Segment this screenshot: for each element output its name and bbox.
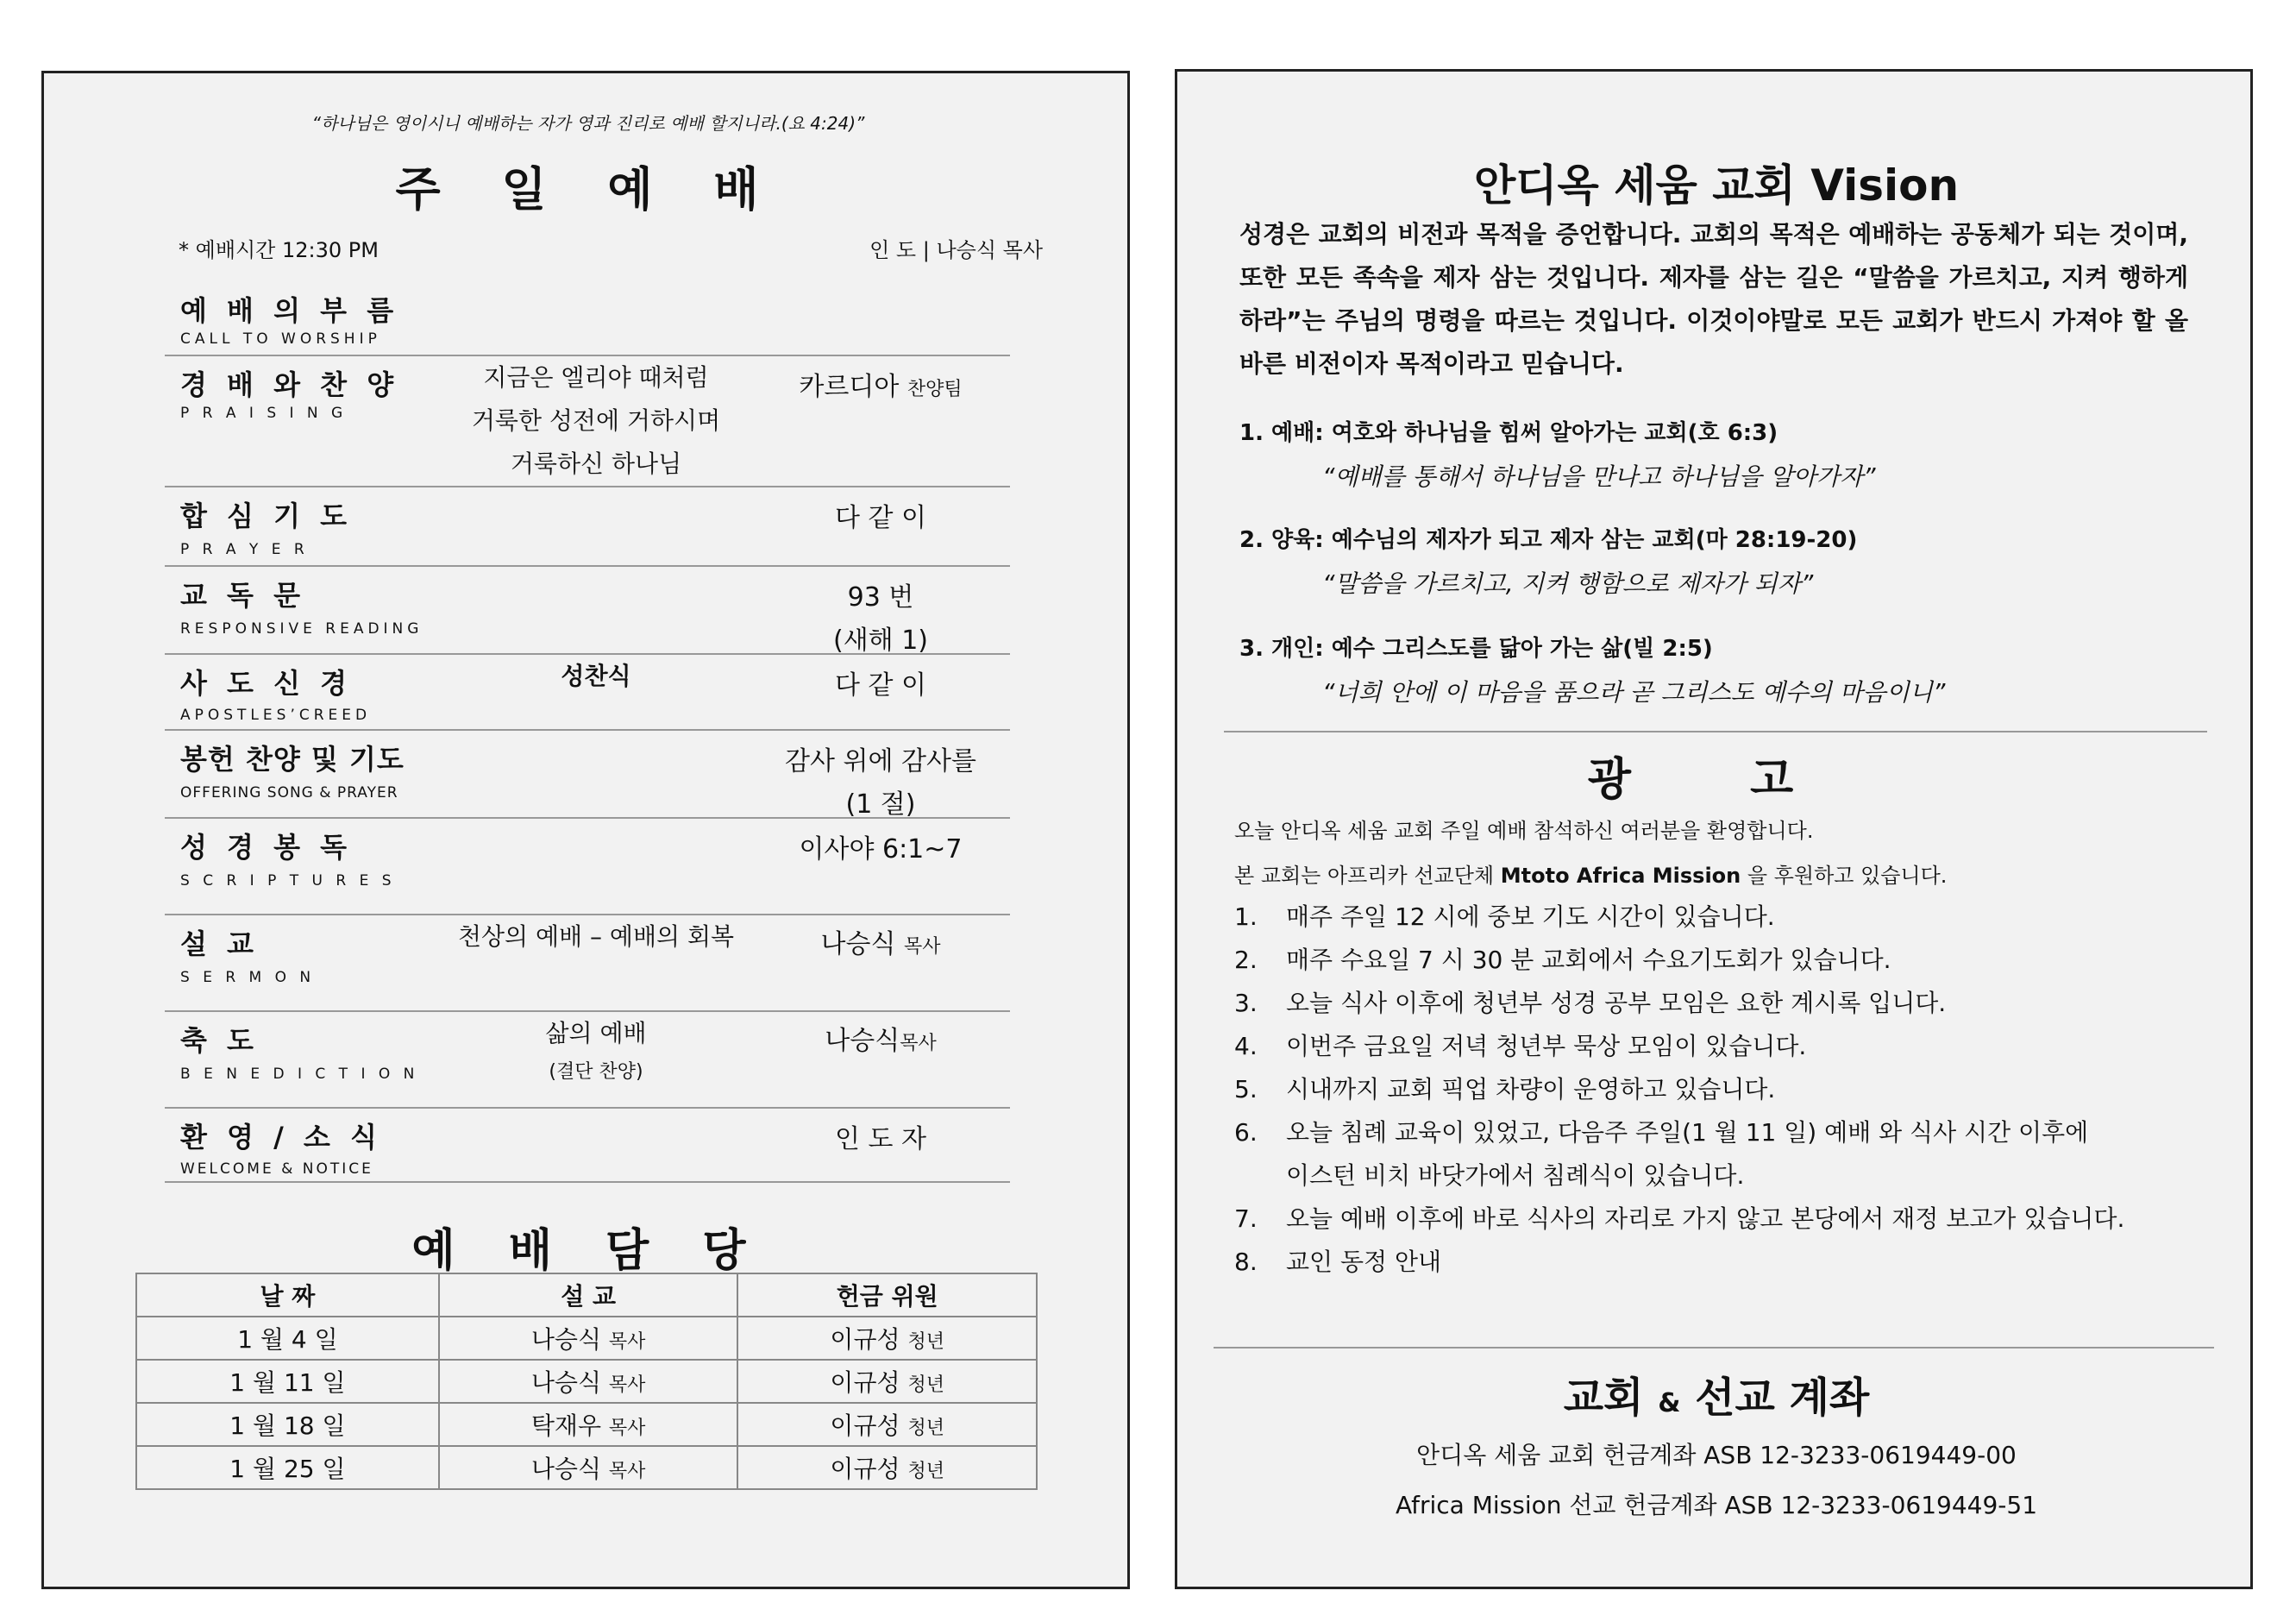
order-content (449, 1012, 743, 1090)
preacher-name: 나승식 (530, 1325, 601, 1354)
list-item-number: 1. (1234, 902, 1258, 931)
section-divider (1214, 1347, 2214, 1349)
list-item-number: 8. (1234, 1248, 1258, 1276)
duty-offering (737, 1360, 1037, 1403)
table-row (136, 1317, 1037, 1360)
order-presenter: 감사 위에 감사를 (785, 746, 976, 776)
duty-preacher (439, 1403, 738, 1446)
presenter-role: 목사 (900, 1033, 937, 1054)
preacher-name: 나승식 (530, 1368, 601, 1397)
order-title: 환 영 / 소 식 (180, 1121, 382, 1154)
vision-item-quote: “너희 안에 이 마음을 품으라 곧 그리스도 예수의 마음이니” (1322, 678, 1946, 707)
list-item (1234, 1071, 1775, 1105)
order-subtitle: P R A Y E R (180, 541, 309, 558)
list-item-text: 교인 동정 안내 (1286, 1248, 1442, 1276)
preacher-name: 나승식 (530, 1455, 601, 1483)
worship-order-panel (41, 71, 1130, 1589)
order-row-offering (165, 731, 1010, 819)
order-presenter (760, 922, 1001, 960)
presenter-name: 카르디아 (799, 372, 900, 402)
vision-item-quote: “예배를 통해서 하나님을 만나고 하나님을 알아가자” (1322, 462, 1876, 491)
vision-item-heading: 3. 개인: 예수 그리스도를 닮아 가는 삶(빌 2:5) (1239, 636, 1713, 662)
mission-account: Africa Mission 선교 헌금계좌 ASB 12-3233-0619449-51 (1395, 1491, 2038, 1519)
duty-offering (737, 1317, 1037, 1360)
order-presenter: 다 같 이 (834, 503, 926, 533)
order-row-apostles-creed (165, 655, 1010, 731)
order-title: 합 심 기 도 (180, 500, 353, 532)
duty-header-sermon: 설 교 (439, 1273, 738, 1317)
list-item (1234, 941, 1891, 976)
table-row (136, 1403, 1037, 1446)
offering-title: 청년 (907, 1418, 944, 1439)
notice-title: 광 고 (1587, 754, 1846, 806)
order-title: 설 교 (180, 927, 259, 960)
duty-date: 1 월 11 일 (136, 1360, 439, 1403)
list-item-text: 매주 수요일 7 시 30 분 교회에서 수요기도회가 있습니다. (1286, 946, 1891, 974)
presenter-name: 나승식 (820, 929, 896, 959)
order-content-line: 거룩하신 하나님 (510, 450, 682, 478)
order-presenter: 93 번 (847, 582, 914, 613)
duty-preacher (439, 1446, 738, 1489)
order-subtitle: S C R I P T U R E S (180, 872, 396, 890)
order-presenter: 이사야 6:1~7 (799, 834, 963, 864)
list-item-text: 오늘 식사 이후에 청년부 성경 공부 모임은 요한 계시록 입니다. (1286, 989, 1947, 1017)
vision-notice-panel (1175, 69, 2253, 1589)
presenter-role: 찬양팀 (906, 379, 963, 400)
duty-offering (737, 1403, 1037, 1446)
list-item-number: 4. (1234, 1032, 1258, 1060)
notice-support-text: 을 후원하고 있습니다. (1747, 864, 1948, 888)
order-subtitle: B E N E D I C T I O N (180, 1066, 419, 1083)
order-presenter-note: (새해 1) (833, 626, 928, 656)
offering-name: 이규성 (830, 1455, 900, 1483)
order-row-sermon (165, 915, 1010, 1012)
preacher-title: 목사 (608, 1374, 646, 1396)
order-content-line: 지금은 엘리야 때처럼 (483, 363, 709, 392)
order-subtitle: OFFERING SONG & PRAYER (180, 784, 398, 802)
preacher-title: 목사 (608, 1418, 646, 1439)
order-title: 사 도 신 경 (180, 667, 353, 700)
table-row (136, 1446, 1037, 1489)
list-item (1234, 1243, 1441, 1278)
list-item-number: 7. (1234, 1204, 1258, 1233)
duty-header-row (136, 1273, 1037, 1317)
account-title-part: 교회 (1563, 1374, 1644, 1422)
service-leader: 인 도 | 나승식 목사 (869, 238, 1043, 262)
account-title (1177, 1364, 2255, 1424)
duty-date: 1 월 18 일 (136, 1403, 439, 1446)
offering-title: 청년 (907, 1461, 944, 1482)
order-row-responsive-reading (165, 567, 1010, 655)
duty-header-offering: 헌금 위원 (737, 1273, 1037, 1317)
order-title: 봉헌 찬양 및 기도 (180, 743, 405, 776)
offering-name: 이규성 (830, 1411, 900, 1440)
presenter-role: 목사 (903, 936, 941, 958)
order-content: 천상의 예배 – 예배의 회복 (457, 922, 735, 951)
order-subtitle: APOSTLES’CREED (180, 707, 372, 724)
order-presenter-note: (1 절) (845, 789, 916, 820)
order-row-prayer (165, 487, 1010, 567)
list-item-number: 6. (1234, 1118, 1258, 1147)
order-title: 예 배 의 부 름 (180, 294, 399, 327)
service-time: * 예배시간 12:30 PM (179, 238, 379, 262)
order-content-line: 거룩한 성전에 거하시며 (471, 406, 721, 435)
preacher-title: 목사 (608, 1461, 646, 1482)
vision-item-heading: 1. 예배: 여호와 하나님을 힘써 알아가는 교회(호 6:3) (1239, 420, 1778, 446)
mission-name: Mtoto Africa Mission (1500, 864, 1741, 888)
order-title: 축 도 (180, 1024, 259, 1057)
notice-support (1234, 858, 1947, 889)
duty-preacher (439, 1317, 738, 1360)
order-content-line: 삶의 예배 (545, 1019, 647, 1047)
order-subtitle: CALL TO WORSHIP (180, 330, 381, 348)
list-item (1234, 1028, 1806, 1062)
page-title: 주 일 예 배 (395, 162, 781, 217)
order-title: 성 경 봉 독 (180, 831, 353, 864)
account-title-ampersand: & (1658, 1388, 1681, 1418)
list-item-text: 시내까지 교회 픽업 차량이 운영하고 있습니다. (1286, 1075, 1776, 1103)
list-item-number: 2. (1234, 946, 1258, 974)
list-item (1234, 898, 1775, 933)
preacher-name: 탁재우 (530, 1411, 601, 1440)
vision-item-quote: “말씀을 가르치고, 지켜 행함으로 제자가 되자” (1322, 569, 1814, 598)
section-divider (1224, 731, 2207, 732)
order-row-scriptures (165, 819, 1010, 915)
list-item (1234, 984, 1946, 1019)
offering-title: 청년 (907, 1331, 944, 1353)
order-title: 경 배 와 찬 양 (180, 368, 399, 401)
vision-item-heading: 2. 양육: 예수님의 제자가 되고 제자 삼는 교회(마 28:19-20) (1239, 527, 1858, 553)
order-subtitle: P R A I S I N G (180, 405, 348, 422)
order-row-call-to-worship (165, 282, 1010, 356)
order-presenter (760, 365, 1001, 403)
list-item-continuation: 이스턴 비치 바닷가에서 침례식이 있습니다. (1286, 1161, 1745, 1190)
list-item (1234, 1200, 2124, 1235)
list-item-number: 5. (1234, 1075, 1258, 1103)
presenter-name: 나승식 (825, 1026, 900, 1056)
order-subtitle: RESPONSIVE READING (180, 620, 423, 638)
list-item-text: 오늘 예배 이후에 바로 식사의 자리로 가지 않고 본당에서 재정 보고가 있습니다. (1286, 1204, 2125, 1233)
vision-title: 안디옥 세움 교회 Vision (1473, 160, 1960, 211)
order-content-line: (결단 찬양) (549, 1061, 643, 1083)
duty-date: 1 월 4 일 (136, 1317, 439, 1360)
vision-text: 성경은 교회의 비전과 목적을 증언합니다. 교회의 목적은 예배하는 공동체가 되는 것이며, 또한 모든 족속을 제자 삼는 것입니다. 제자를 삼는 길은 “말씀을 가르치고, 지켜 행하게 하라”는 주님의 명령을 따르는 것입니다. 이것이야말로 모든 교회가 반드시 가져야 할 올바른 비전이자 목적이라고 믿습니다. (1239, 220, 2188, 378)
notice-welcome: 오늘 안디옥 세움 교회 주일 예배 참석하신 여러분을 환영합니다. (1234, 819, 1814, 843)
duty-date: 1 월 25 일 (136, 1446, 439, 1489)
order-presenter: 다 같 이 (834, 670, 926, 701)
duty-preacher (439, 1360, 738, 1403)
order-presenter: 인 도 자 (834, 1124, 926, 1154)
order-title: 교 독 문 (180, 579, 306, 612)
duty-title: 예 배 담 당 (411, 1225, 765, 1277)
order-row-welcome (165, 1109, 1010, 1183)
order-presenter (760, 1019, 1001, 1057)
notice-support-text: 본 교회는 아프리카 선교단체 (1234, 864, 1495, 888)
list-item-text: 오늘 침례 교육이 있었고, 다음주 주일(1 월 11 일) 예배 와 식사 시간 이후에 (1286, 1118, 2089, 1147)
scripture-verse: “하나님은 영이시니 예배하는 자가 영과 진리로 예배 할지니라.(요 4:24)” (311, 113, 865, 134)
account-title-part: 선교 계좌 (1695, 1374, 1870, 1422)
order-subtitle: WELCOME & NOTICE (180, 1160, 373, 1178)
offering-title: 청년 (907, 1374, 944, 1396)
duty-header-date: 날 짜 (136, 1273, 439, 1317)
order-row-benediction (165, 1012, 1010, 1109)
order-row-praising (165, 356, 1010, 487)
order-content: 성찬식 (561, 662, 631, 690)
preacher-title: 목사 (608, 1331, 646, 1353)
list-item-text: 매주 주일 12 시에 중보 기도 시간이 있습니다. (1286, 902, 1775, 931)
order-subtitle: S E R M O N (180, 969, 316, 986)
list-item-text: 이번주 금요일 저녁 청년부 묵상 모임이 있습니다. (1286, 1032, 1807, 1060)
list-item-number: 3. (1234, 989, 1258, 1017)
table-row (136, 1360, 1037, 1403)
list-item (1234, 1114, 2088, 1148)
order-content (449, 356, 743, 486)
offering-name: 이규성 (830, 1368, 900, 1397)
duty-offering (737, 1446, 1037, 1489)
church-account: 안디옥 세움 교회 헌금계좌 ASB 12-3233-0619449-00 (1416, 1441, 2017, 1469)
offering-name: 이규성 (830, 1325, 900, 1354)
duty-table (135, 1273, 1038, 1490)
